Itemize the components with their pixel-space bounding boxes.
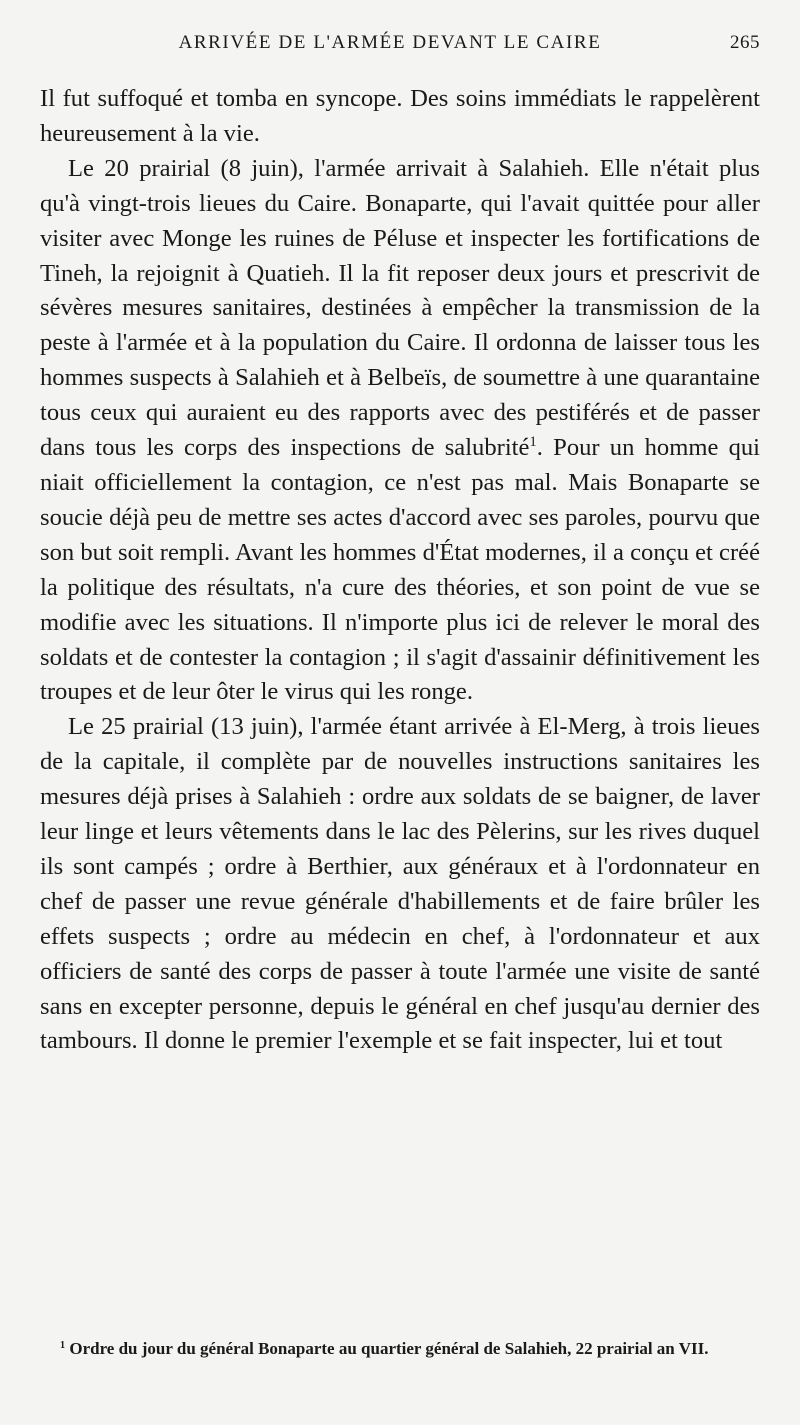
- footnote-text: Ordre du jour du général Bonaparte au quartier général de Salahieh, 22 prairial an VII.: [69, 1339, 709, 1358]
- footnote-reference[interactable]: 1: [529, 434, 537, 451]
- paragraph-text: Le 25 prairial (13 juin), l'armée étant arrivée à El-Merg, à trois lieues de la capitale, il complète par de nouvelles instructions sanitaires les mesures déjà prises à Salahieh : ordre aux soldats de se baigner, de laver leur linge et leurs vêtements dans le lac des Pèlerins, sur les rives duquel ils sont campés ; ordre à Berthier, aux généraux et à l'ordonnateur en chef de passer une revue générale d'habillements et de faire brûler les effets suspects ; ordre au médecin en chef, à l'ordonnateur et aux officiers de santé des corps de passer à toute l'armée une visite de santé sans en excepter personne, depuis le général en chef jusqu'au dernier des tambours. Il donne le premier l'exemple et se fait inspecter, lui et tout: [40, 713, 760, 1055]
- paragraph-continued: [40, 82, 760, 152]
- footnote-marker: 1: [60, 1339, 66, 1351]
- footnote: [40, 1337, 760, 1361]
- paragraph: [40, 152, 760, 711]
- page-number: 265: [730, 32, 760, 53]
- paragraph-text: . Pour un homme qui niait officiellement la contagion, ce n'est pas mal. Mais Bonaparte se soucie déjà peu de mettre ses actes d'accord avec ses paroles, pourvu que son but soit rempli. Avant les hommes d'État modernes, il a conçu et créé la politique des résultats, n'a cure des théories, et son point de vue se modifie avec les situations. Il n'importe plus ici de relever le moral des soldats et de contester la contagion ; il s'agit d'assainir définitivement les troupes et de leur ôter le virus qui les ronge.: [40, 434, 760, 706]
- paragraph-text: Il fut suffoqué et tomba en syncope. Des soins immédiats le rappelèrent heureusement à la vie.: [40, 85, 760, 147]
- running-head: [40, 32, 760, 62]
- body-text: [40, 82, 760, 1059]
- paragraph: [40, 710, 760, 1059]
- running-title: ARRIVÉE DE L'ARMÉE DEVANT LE CAIRE: [178, 32, 602, 53]
- paragraph-text: Le 20 prairial (8 juin), l'armée arrivait à Salahieh. Elle n'était plus qu'à vingt-trois lieues du Caire. Bonaparte, qui l'avait quittée pour aller visiter avec Monge les ruines de Péluse et inspecter les fortifications de Tineh, la rejoignit à Quatieh. Il la fit reposer deux jours et prescrivit de sévères mesures sanitaires, destinées à empêcher la transmission de la peste à l'armée et à la population du Caire. Il ordonna de laisser tous les hommes suspects à Salahieh et à Belbeïs, de soumettre à une quarantaine tous ceux qui auraient eu des rapports avec des pestiférés et de passer dans tous les corps des inspections de salubrité: [40, 154, 760, 462]
